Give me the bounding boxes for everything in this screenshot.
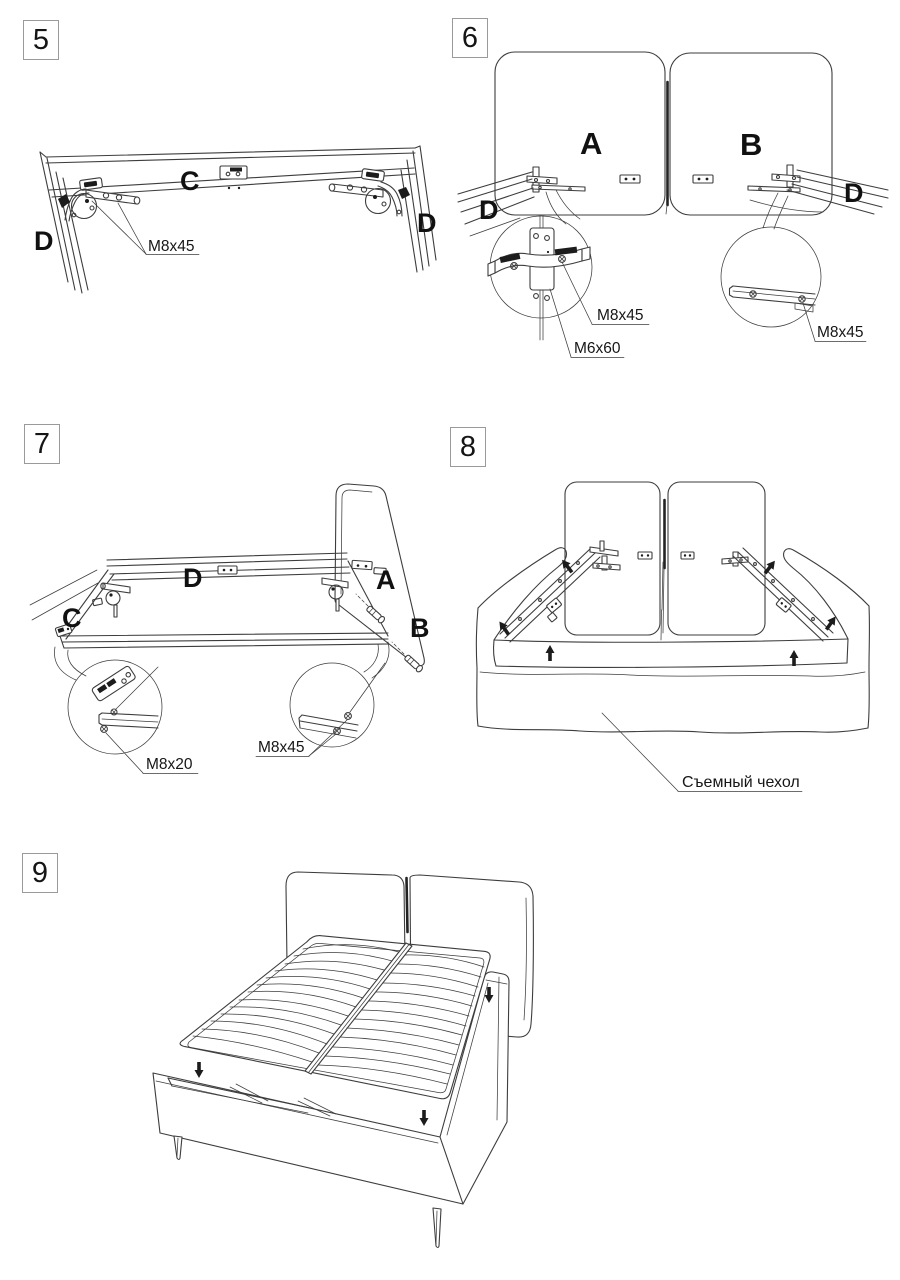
step-5-illustration: [0, 0, 450, 410]
step-6-illustration: [450, 0, 900, 410]
step-8-illustration: [450, 420, 900, 820]
step-6-panel: [450, 0, 900, 410]
callout-detail-corner-bracket: [488, 216, 592, 340]
step-number-box: [22, 853, 58, 893]
rear-rail-d: [107, 553, 350, 580]
step-number-box: [23, 20, 59, 60]
step-number: 5: [32, 23, 50, 56]
corner-bracket-left: [58, 178, 140, 221]
step-number-box: [450, 427, 486, 467]
part-label-d-right: D: [417, 208, 437, 238]
callout-neck-left: [54, 647, 76, 680]
step-number: 8: [459, 430, 477, 463]
side-rail-d-left: [40, 152, 88, 293]
step-number: 9: [31, 856, 49, 889]
step-7-panel: [0, 420, 450, 820]
part-label-d-left: D: [479, 195, 499, 225]
part-label-c: C: [180, 166, 200, 196]
step-number-box: [452, 18, 488, 58]
part-label-b: B: [410, 613, 430, 643]
corner-bracket-right: [329, 169, 410, 216]
step-5-panel: [0, 0, 450, 410]
annotation-removable-cover: Съемный чехол: [682, 774, 800, 791]
hardware-callout-lines: [106, 720, 347, 774]
hardware-label-m8x45-rail: M8x45: [817, 324, 864, 341]
part-label-a: A: [376, 565, 396, 595]
hardware-label-m8x45: M8x45: [148, 238, 195, 255]
step-9-panel: [0, 840, 900, 1280]
step-7-illustration: [0, 420, 450, 820]
callout-detail-m8x45: [290, 663, 385, 747]
step-number: 6: [461, 21, 479, 54]
part-label-b: B: [740, 127, 763, 162]
part-label-a: A: [580, 126, 603, 161]
hardware-label-m8x45-bracket: M8x45: [597, 307, 644, 324]
step-number: 7: [33, 427, 51, 460]
callout-neck-right: [372, 642, 389, 678]
step-9-illustration: [0, 840, 900, 1280]
hardware-label-m6x60: M6x60: [574, 340, 621, 357]
corner-hardware-left: [92, 583, 130, 617]
part-label-d-right: D: [844, 178, 864, 208]
part-label-d-left: D: [34, 226, 54, 256]
hardware-label-m8x20: M8x20: [146, 756, 193, 773]
hardware-label-m8x45: M8x45: [258, 739, 305, 756]
step-8-panel: [450, 420, 900, 820]
slatted-base: [180, 936, 490, 1099]
part-label-c: C: [62, 603, 82, 633]
part-label-d: D: [183, 563, 203, 593]
step-number-box: [24, 424, 60, 464]
